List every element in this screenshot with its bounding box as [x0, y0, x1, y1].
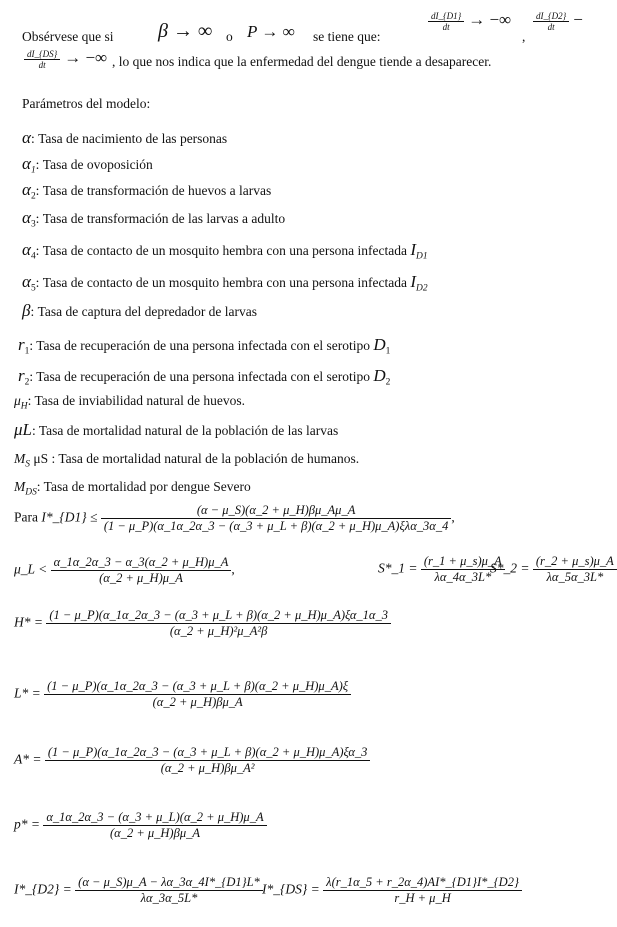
eq-s1-den: λα_4α_3L* — [434, 570, 492, 584]
eq-ids-num: λ(r_1α_5 + r_2α_4)AI*_{D1}I*_{D2} — [323, 875, 522, 891]
param-alpha1 — [22, 154, 153, 176]
eq-l-lhs: L* = — [14, 685, 41, 701]
param-sym: M — [14, 451, 26, 466]
eq-a-den: (α_2 + μ_H)βμ_A² — [160, 761, 255, 775]
param-tail-sub: D1 — [416, 251, 428, 262]
eq-s2-lhs: S*_2 = — [490, 560, 530, 576]
deriv-d2 — [533, 10, 583, 32]
param-r1 — [18, 335, 390, 357]
eq-muL — [14, 555, 235, 586]
deriv-ds — [24, 48, 107, 70]
eq-h-num: (1 − μ_P)(α_1α_2α_3 − (α_3 + μ_L + β)(α_2 + μ_H)μ_A)ξα_1α_3 — [46, 608, 391, 624]
param-text: : Tasa de nacimiento de las personas — [30, 131, 228, 146]
intro-tail: , lo que nos indica que la enfermedad del dengue tiende a desaparecer. — [112, 54, 492, 69]
param-sub: H — [20, 401, 28, 412]
param-sym: α — [22, 128, 31, 147]
param-alpha — [22, 128, 227, 148]
intro-o: o — [226, 29, 233, 44]
param-tail-sub: 1 — [385, 346, 391, 357]
eq-s2-num: (r_2 + μ_s)μ_A — [533, 554, 617, 570]
param-text: : Tasa de mortalidad por dengue Severo — [36, 479, 251, 494]
eq-l-den: (α_2 + μ_H)βμ_A — [152, 695, 243, 709]
params-title: Parámetros del modelo: — [22, 96, 151, 111]
eq-s2-den: λα_5α_3L* — [546, 570, 604, 584]
param-muL — [14, 420, 338, 440]
param-sub: 1 — [24, 346, 30, 357]
param-sub: 5 — [30, 283, 36, 294]
param-sym: α — [22, 154, 31, 173]
eq-ids — [262, 875, 522, 906]
param-MS — [14, 451, 359, 470]
eq-id2-den: λα_3α_5L* — [140, 891, 198, 905]
param-sub: 3 — [30, 219, 36, 230]
param-alpha3 — [22, 208, 285, 230]
eq-p — [14, 810, 267, 841]
eq-condition — [14, 503, 455, 534]
param-tail-sub: 2 — [385, 377, 391, 388]
param-alpha2 — [22, 180, 271, 202]
deriv-d2-den: dt — [547, 21, 555, 32]
eq-muL-num: α_1α_2α_3 − α_3(α_2 + μ_H)μ_A — [51, 555, 232, 571]
param-tail-sym: D — [373, 335, 386, 354]
p-limit: P → ∞ — [247, 22, 295, 41]
param-sym: μL — [14, 420, 32, 439]
param-tail-sym: I — [410, 240, 416, 259]
param-tail-sym: D — [373, 366, 386, 385]
param-muH — [14, 393, 245, 412]
deriv-d1-den: dt — [442, 21, 450, 32]
param-text: : Tasa de transformación de las larvas a adulto — [35, 211, 286, 226]
param-sym: α — [22, 180, 31, 199]
eq-l-num: (1 − μ_P)(α_1α_2α_3 − (α_3 + μ_L + β)(α_2 + μ_H)μ_A)ξ — [44, 679, 351, 695]
eq-s1 — [378, 554, 505, 585]
eq-ids-lhs: I*_{DS} = — [262, 881, 320, 897]
param-sym: α — [22, 208, 31, 227]
param-sym: r — [18, 335, 25, 354]
param-text: : Tasa de contacto de un mosquito hembra con una persona infectada — [35, 243, 407, 258]
deriv-d2-num: dI_{D2} — [533, 11, 569, 22]
param-sub: 2 — [24, 377, 30, 388]
deriv-ds-num: dI_{DS} — [24, 49, 60, 60]
param-sub: DS — [25, 487, 37, 498]
eq-muL-lhs: μ_L < — [14, 561, 48, 577]
param-alpha4 — [22, 240, 428, 262]
eq-id2-lhs: I*_{D2} = — [14, 881, 72, 897]
param-sym: μ — [14, 393, 21, 408]
eq-h-lhs: H* = — [14, 614, 43, 630]
deriv-d2-dash: − — [573, 10, 583, 29]
eq-p-num: α_1α_2α_3 − (α_3 + μ_L)(α_2 + μ_H)μ_A — [43, 810, 266, 826]
param-text: : Tasa de ovoposición — [35, 157, 153, 172]
param-text: : Tasa de captura del depredador de larvas — [30, 304, 258, 319]
param-tail-sub: D2 — [416, 283, 428, 294]
eq-para: Para — [14, 509, 38, 525]
eq-muL-den: (α_2 + μ_H)μ_A — [99, 571, 183, 585]
eq-a-num: (1 − μ_P)(α_1α_2α_3 − (α_3 + μ_L + β)(α_2 + μ_H)μ_A)ξα_3 — [45, 745, 371, 761]
param-sym: α — [22, 272, 31, 291]
eq-a — [14, 745, 370, 776]
param-sym: M — [14, 479, 26, 494]
intro-text-1: Obsérvese que si — [22, 29, 114, 44]
param-text: : Tasa de mortalidad natural de la población de las larvas — [32, 423, 339, 438]
eq-cond-lhs: I*_{D1} ≤ — [41, 509, 98, 525]
intro-comma: , — [522, 29, 526, 44]
param-sub: 4 — [30, 251, 36, 262]
param-text: μS : Tasa de mortalidad natural de la población de humanos. — [29, 451, 360, 466]
eq-muL-comma: , — [231, 561, 235, 577]
eq-l — [14, 679, 351, 710]
param-MDS — [14, 479, 251, 498]
deriv-d1-num: dI_{D1} — [428, 11, 464, 22]
param-sub: 2 — [30, 191, 36, 202]
eq-id2 — [14, 875, 263, 906]
param-tail-sym: I — [410, 272, 416, 291]
intro-se-tiene: se tiene que: — [313, 29, 381, 44]
eq-s1-lhs: S*_1 = — [378, 560, 418, 576]
param-sym: r — [18, 366, 25, 385]
eq-cond-den: (1 − μ_P)(α_1α_2α_3 − (α_3 + μ_L + β)(α_2 + μ_H)μ_A)ξλα_3α_4 — [103, 519, 449, 533]
param-sub: S — [25, 459, 30, 470]
eq-cond-num: (α − μ_S)(α_2 + μ_H)βμ_Aμ_A — [101, 503, 452, 519]
param-text: : Tasa de recuperación de una persona infectada con el serotipo — [29, 369, 370, 384]
eq-s1-num: (r_1 + μ_s)μ_A — [421, 554, 505, 570]
beta-limit: β → ∞ — [158, 20, 213, 42]
eq-p-lhs: p* = — [14, 816, 40, 832]
param-alpha5 — [22, 272, 428, 294]
deriv-d1 — [428, 10, 511, 32]
eq-cond-comma: , — [451, 509, 455, 525]
param-sym: α — [22, 240, 31, 259]
eq-h-den: (α_2 + μ_H)²μ_A²β — [169, 624, 268, 638]
param-r2 — [18, 366, 390, 388]
eq-p-den: (α_2 + μ_H)βμ_A — [109, 826, 200, 840]
param-sub: 1 — [30, 165, 36, 176]
eq-id2-num: (α − μ_S)μ_A − λα_3α_4I*_{D1}L* — [75, 875, 263, 891]
eq-s2 — [490, 554, 617, 585]
deriv-d1-arrow: → −∞ — [468, 10, 512, 29]
deriv-ds-arrow: → −∞ — [64, 48, 108, 67]
param-text: : Tasa de contacto de un mosquito hembra con una persona infectada — [35, 275, 407, 290]
param-text: : Tasa de recuperación de una persona infectada con el serotipo — [29, 338, 370, 353]
param-sym: β — [22, 301, 31, 320]
deriv-ds-den: dt — [38, 59, 46, 70]
eq-a-lhs: A* = — [14, 751, 42, 767]
param-text: : Tasa de transformación de huevos a larvas — [35, 183, 272, 198]
eq-ids-den: r_H + μ_H — [394, 891, 451, 905]
param-text: : Tasa de inviabilidad natural de huevos. — [27, 393, 245, 408]
param-beta — [22, 301, 257, 321]
eq-h — [14, 608, 391, 639]
